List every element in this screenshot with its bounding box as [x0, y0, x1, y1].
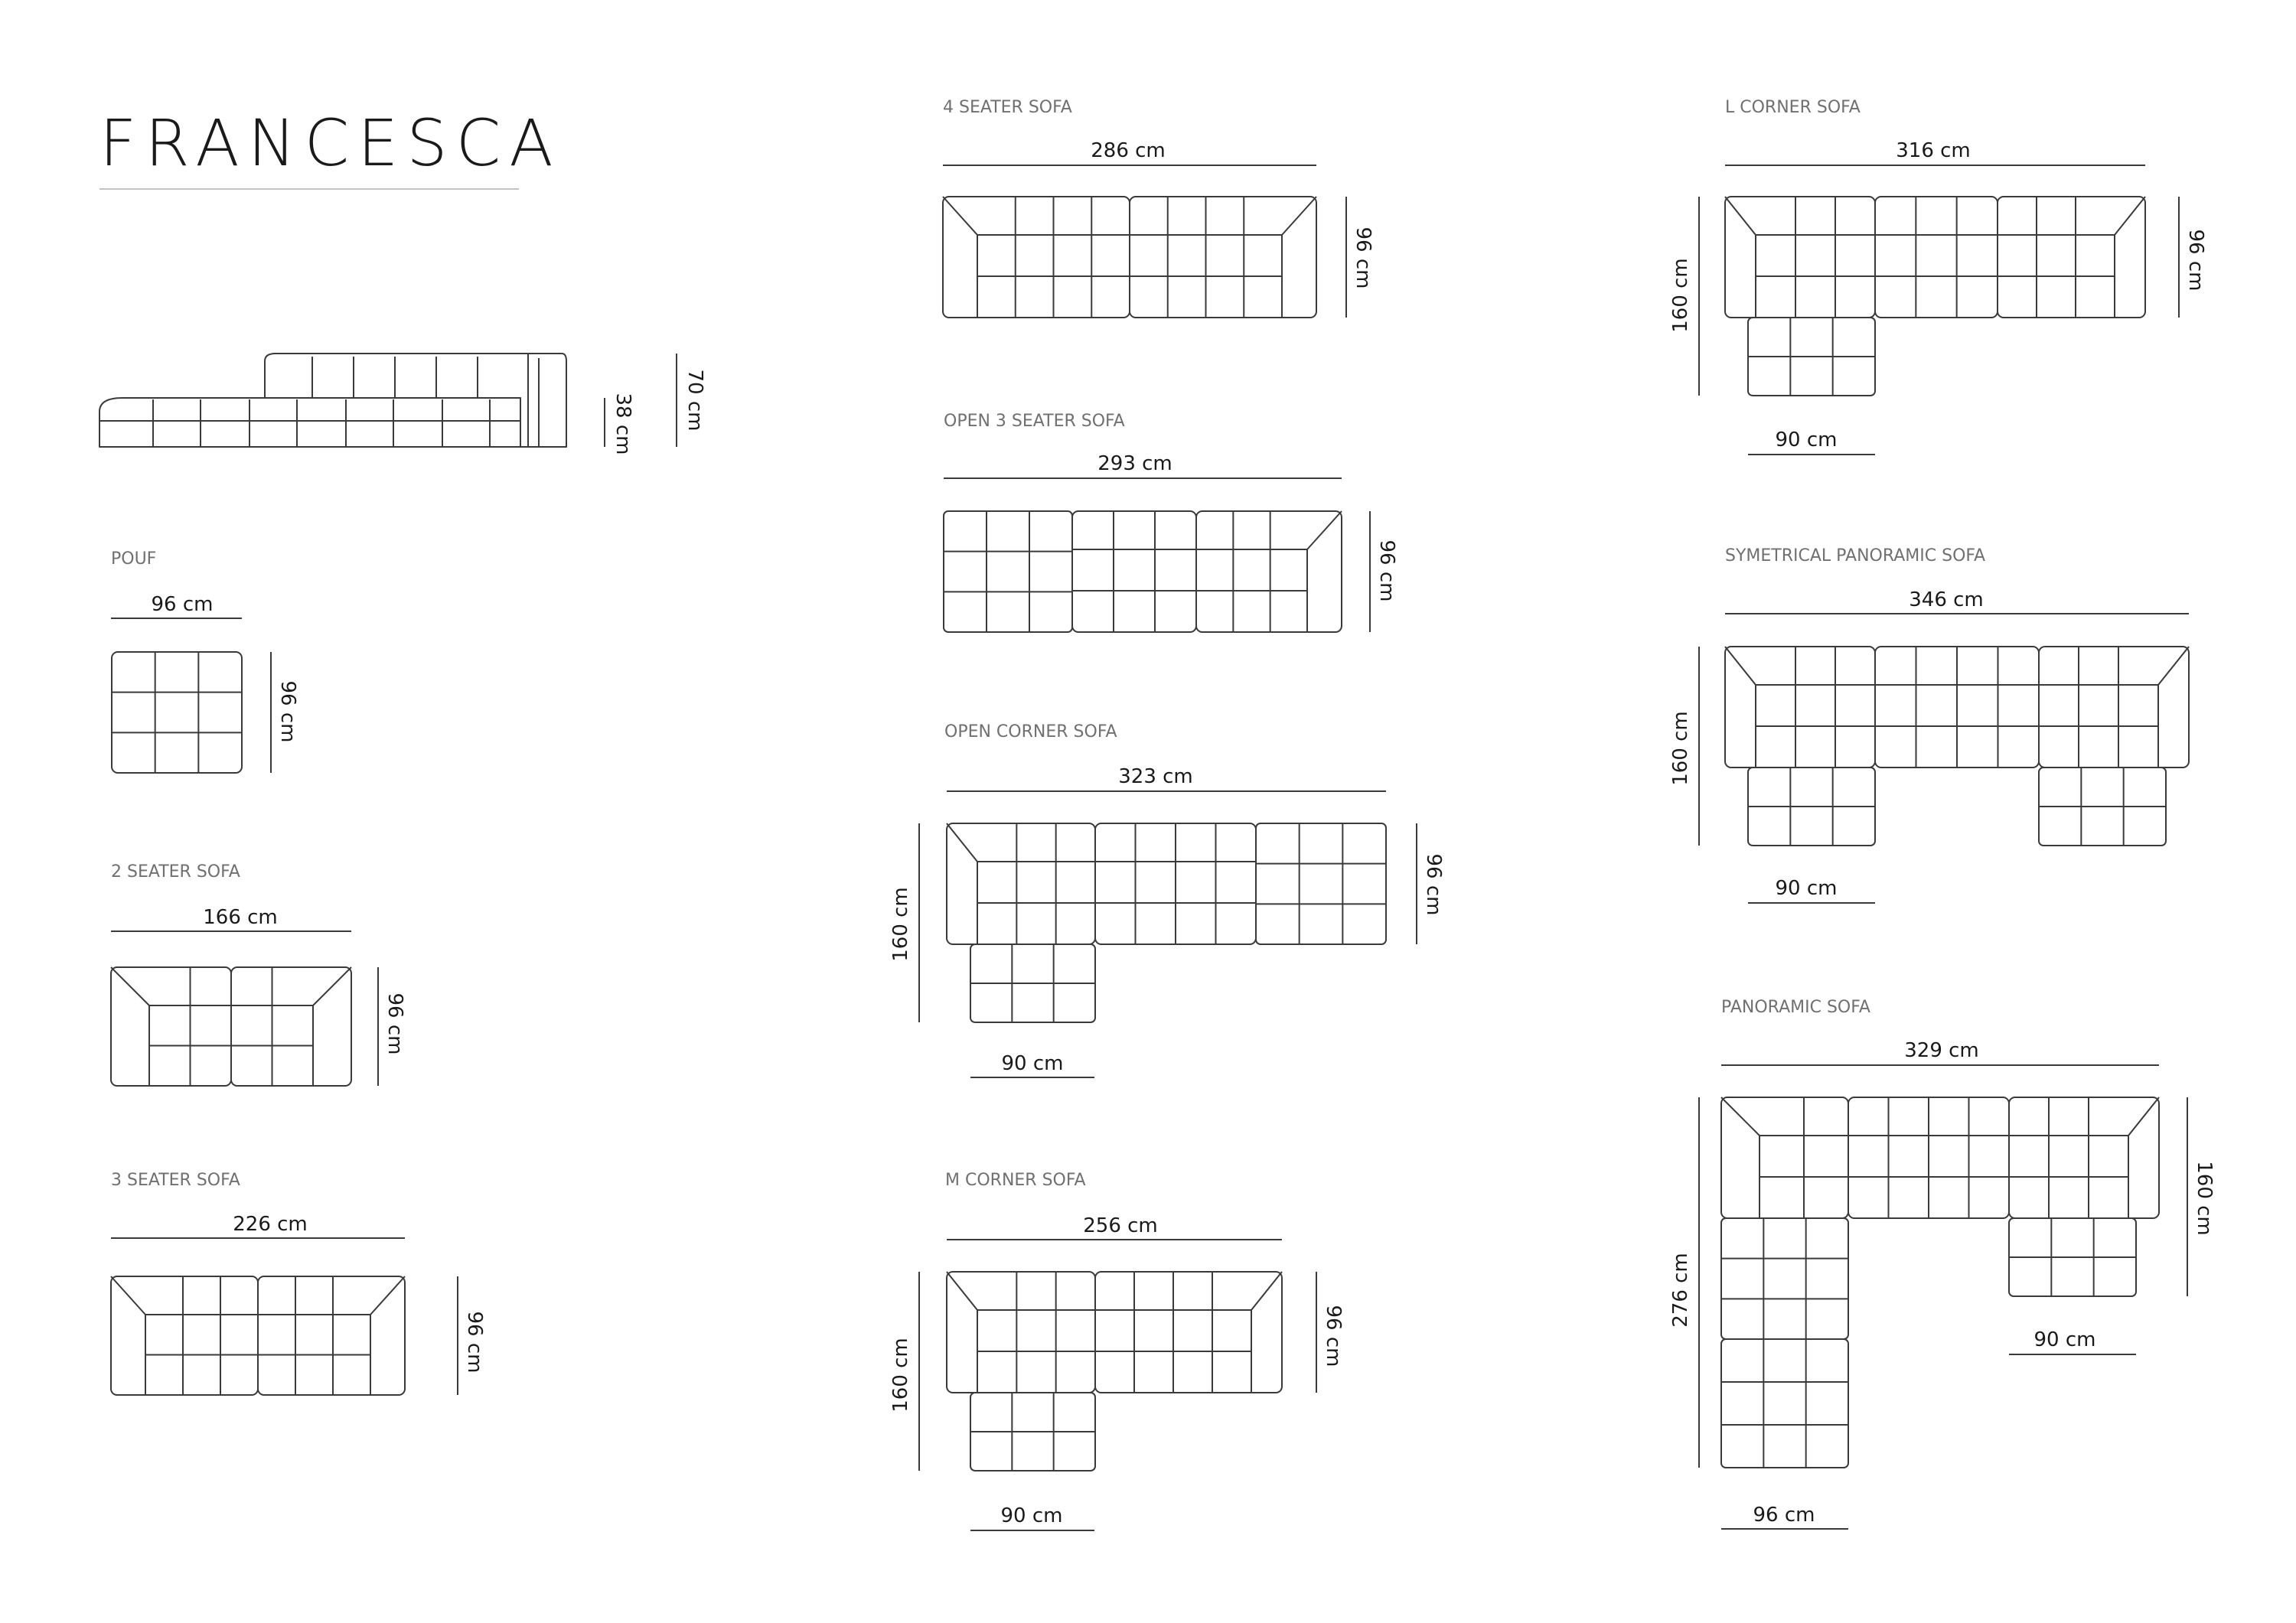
dim-4-seater-width: 286 cm — [1091, 139, 1166, 162]
l-corner-drawing — [1725, 197, 2145, 396]
panoramic-drawing — [1721, 1097, 2159, 1468]
dim-l-corner-length: 160 cm — [1669, 258, 1692, 333]
dim-panoramic-total-length: 276 cm — [1669, 1253, 1692, 1328]
caption-pouf: POUF — [111, 549, 157, 569]
m-corner-drawing — [947, 1272, 1282, 1471]
caption-open-corner: OPEN CORNER SOFA — [944, 722, 1117, 741]
dim-l-corner-depth: 96 cm — [2184, 229, 2207, 292]
dim-l-corner-chaise: 90 cm — [1775, 429, 1838, 451]
dim-side-seat-height: 38 cm — [612, 393, 634, 455]
caption-m-corner: M CORNER SOFA — [945, 1171, 1086, 1190]
dim-m-corner-chaise: 90 cm — [1000, 1504, 1063, 1527]
dim-panoramic-module: 96 cm — [1753, 1504, 1815, 1527]
dim-panoramic-length: 160 cm — [2193, 1161, 2216, 1236]
dim-panoramic-chaise: 90 cm — [2033, 1328, 2096, 1351]
dim-l-corner-width: 316 cm — [1896, 139, 1971, 162]
caption-l-corner: L CORNER SOFA — [1725, 98, 1861, 117]
caption-3-seater: 3 SEATER SOFA — [111, 1171, 240, 1190]
3-seater-drawing — [111, 1276, 405, 1395]
dim-2-seater-depth: 96 cm — [383, 992, 406, 1055]
dim-open-corner-chaise: 90 cm — [1001, 1052, 1064, 1075]
caption-sym-panoramic: SYMETRICAL PANORAMIC SOFA — [1725, 546, 1986, 565]
dim-m-corner-depth: 96 cm — [1322, 1305, 1345, 1367]
caption-2-seater: 2 SEATER SOFA — [111, 862, 240, 882]
dim-3-seater-depth: 96 cm — [463, 1311, 486, 1374]
caption-open-3-seater: OPEN 3 SEATER SOFA — [944, 412, 1125, 431]
dim-open-3-width: 293 cm — [1097, 452, 1172, 475]
dim-open-corner-width: 323 cm — [1118, 765, 1193, 788]
dim-sym-panoramic-width: 346 cm — [1909, 588, 1984, 611]
dim-m-corner-length: 160 cm — [889, 1338, 912, 1413]
pouf-drawing — [112, 652, 242, 773]
dim-sym-panoramic-chaise: 90 cm — [1775, 877, 1838, 900]
dim-4-seater-depth: 96 cm — [1352, 227, 1375, 289]
dim-sym-panoramic-length: 160 cm — [1669, 711, 1692, 786]
dim-3-seater-width: 226 cm — [233, 1213, 308, 1236]
dim-m-corner-width: 256 cm — [1083, 1214, 1158, 1237]
open-3-seater-drawing — [944, 511, 1342, 632]
4-seater-drawing — [943, 197, 1316, 318]
open-corner-drawing — [947, 823, 1386, 1022]
brand-title: FRANCESCA — [99, 106, 562, 181]
dim-open-3-depth: 96 cm — [1375, 539, 1398, 602]
dim-side-total-height: 70 cm — [683, 369, 706, 432]
dim-pouf-width: 96 cm — [151, 593, 214, 616]
2-seater-drawing — [111, 967, 351, 1086]
caption-4-seater: 4 SEATER SOFA — [943, 98, 1072, 117]
caption-panoramic: PANORAMIC SOFA — [1721, 998, 1870, 1017]
dim-open-corner-depth: 96 cm — [1422, 853, 1445, 916]
sym-panoramic-drawing — [1725, 647, 2189, 846]
side-elevation-drawing — [99, 354, 566, 447]
dim-pouf-depth: 96 cm — [276, 680, 299, 743]
dim-open-corner-length: 160 cm — [889, 887, 912, 962]
dim-panoramic-width: 329 cm — [1904, 1039, 1979, 1062]
dim-2-seater-width: 166 cm — [203, 906, 278, 929]
